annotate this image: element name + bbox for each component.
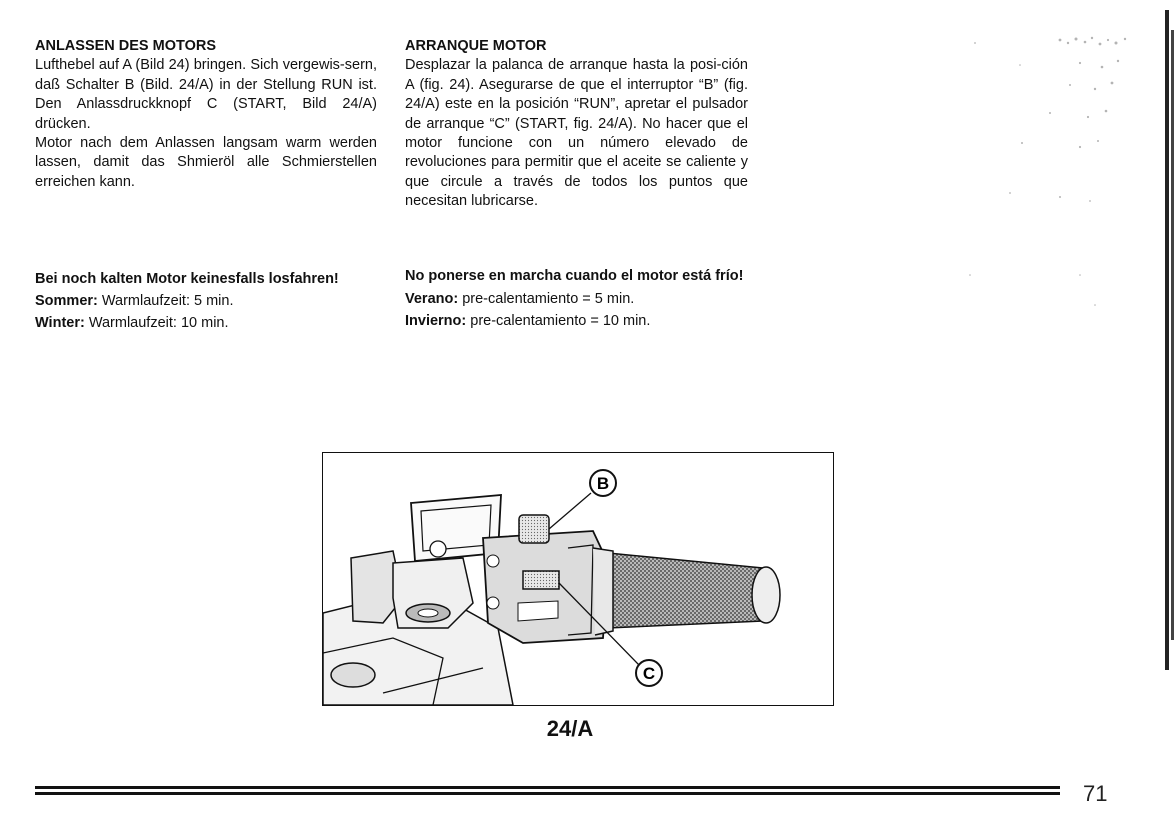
spanish-summer-text: pre-calentamiento = 5 min. [458,290,635,307]
bolt-head [331,663,375,687]
spanish-summer-line [405,289,755,310]
german-summer-label: Sommer: [35,293,98,309]
run-switch-b [519,515,549,543]
label-b-text: B [596,474,610,493]
spanish-paragraph-1: Desplazar la palanca de arranque hasta la posi-ción A (fig. 24). Asegurarse de que el interruptor “B” (fig. 24/A) este en la posición “RUN”, apretar el pulsador de arranque “C” (START, fig. 24/A). No hacer que el motor funcione con un número elevado de revoluciones para permitir que el aceite se caliente y que circule a través de todos los puntos que necesitan lubricarse. [405,57,748,210]
spanish-winter-text: pre-calentamiento = 10 min. [466,313,651,329]
throttle-grip [608,553,771,628]
label-c-text: C [642,664,656,683]
spanish-winter-line [405,311,755,332]
german-winter-line [35,312,385,334]
spanish-summer-label: Verano: [405,290,459,307]
spanish-warning-block [405,266,755,332]
leader-line-b [549,493,591,529]
german-winter-text: Warmlaufzeit: 10 min. [84,315,229,331]
german-winter-label: Winter: [35,315,85,331]
figure-caption: 24/A [546,716,594,741]
start-button-c [523,571,559,589]
german-warning-block [35,268,385,334]
spanish-title: ARRANQUE MOTOR [405,38,547,54]
bleed-through-speckle [930,25,1155,325]
footer-line-1 [35,786,1060,789]
german-section [35,37,377,192]
spanish-warning: No ponerse en marcha cuando el motor está frío! [405,268,744,284]
german-warning: Bei noch kalten Motor keinesfalls losfahren! [35,271,339,287]
german-summer-line [35,290,385,312]
spanish-winter-label: Invierno: [405,313,467,329]
grip-end [752,567,780,623]
german-paragraph-1: Lufthebel auf A (Bild 24) bringen. Sich vergewis-sern, daß Schalter B (Bild. 24/A) in der Stellung RUN ist. Den Anlassdruckknopf C (START, Bild 24/A) drücken. [35,57,377,132]
page-edge-shadow-2 [1171,30,1174,640]
handlebar-illustration [323,453,833,705]
german-title: ANLASSEN DES MOTORS [35,38,217,54]
footer-rule [35,786,1060,802]
spanish-section [405,37,748,212]
page-edge-shadow [1165,10,1169,670]
german-paragraph-2: Motor nach dem Anlassen langsam warm werden lassen, damit das Shmieröl alle Schmierstellen erreichen kann. [35,135,377,190]
german-summer-text: Warmlaufzeit: 5 min. [97,293,234,309]
footer-line-2 [35,792,1060,795]
handlebar-figure [322,452,834,706]
page-number: 71 [1083,781,1108,806]
